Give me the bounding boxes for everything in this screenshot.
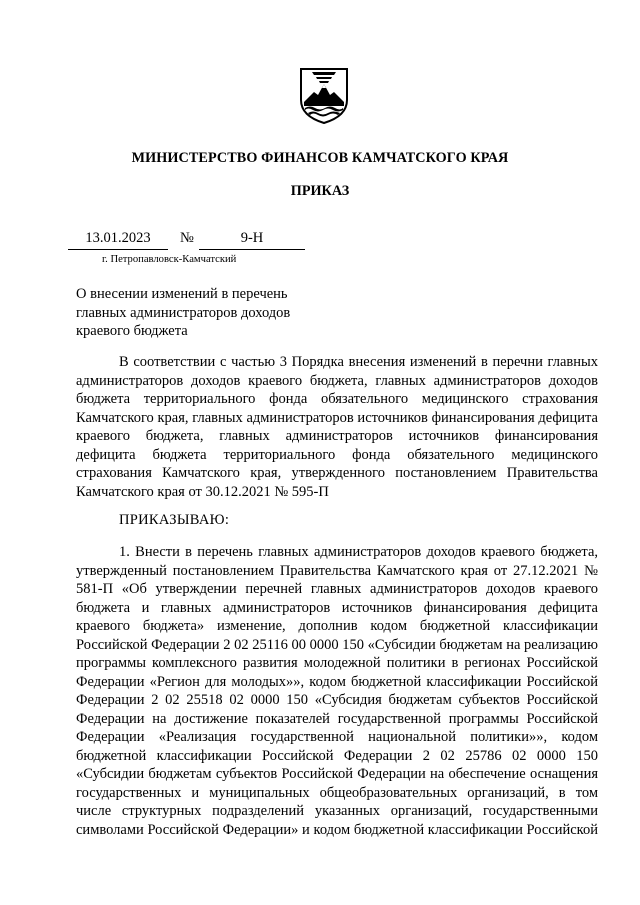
coat-of-arms-icon: [298, 66, 350, 126]
ministry-name: МИНИСТЕРСТВО ФИНАНСОВ КАМЧАТСКОГО КРАЯ: [131, 150, 509, 166]
document-date: 13.01.2023: [68, 229, 168, 250]
document-number: 9-Н: [199, 229, 305, 250]
city: г. Петропавловск-Камчатский: [102, 254, 237, 265]
document-subject: О внесении изменений в перечень главных администраторов доходов краевого бюджета: [76, 286, 291, 339]
document-type: ПРИКАЗ: [290, 183, 350, 199]
preamble-paragraph: В соответствии с частью 3 Порядка внесения изменений в перечни главных администраторов доходов краевого бюджета, главных администраторов доходов бюджета территориального фонда обязательного медицинского страхования Камчатского края, главных администраторов источников финансирования дефицита краевого бюджета, главных администраторов источников финансирования дефицита бюджета территориального фонда обязательного медицинского страхования Камчатского края, утвержденного постановлением Правительства Камчатского края от 30.12.2021 № 595-П: [76, 354, 598, 500]
number-sign: №: [180, 230, 194, 246]
command-word: ПРИКАЗЫВАЮ:: [119, 512, 230, 528]
item-1-paragraph: 1. Внести в перечень главных администраторов доходов краевого бюджета, утвержденный постановлением Правительства Камчатского края от 27.12.2021 № 581-П «Об утверждении перечней главных администраторов доходов краевого бюджета и главных администраторов источников финансирования дефицита краевого бюджета» изменение, дополнив кодом бюджетной классификации Российской Федерации 2 02 25116 00 0000 150 «Субсидии бюджетам на реализацию программы комплексного развития молодежной политики в регионах Российской Федерации «Регион для молодых»», кодом бюджетной классификации Российской Федерации 2 02 25518 02 0000 150 «Субсидия бюджетам субъектов Российской Федерации на достижение показателей государственной программы Российской Федерации «Реализация государственной национальной политики»», кодом бюджетной классификации Российской Федерации 2 02 25786 02 0000 150 «Субсидии бюджетам субъектов Российской Федерации на обеспечение оснащения государственных и муниципальных общеобразовательных организаций, в том числе структурных подразделений указанных организаций, государственными символами Российской Федерации» и кодом бюджетной классификации Российской: [76, 544, 598, 838]
date-number-row: [0, 229, 640, 251]
